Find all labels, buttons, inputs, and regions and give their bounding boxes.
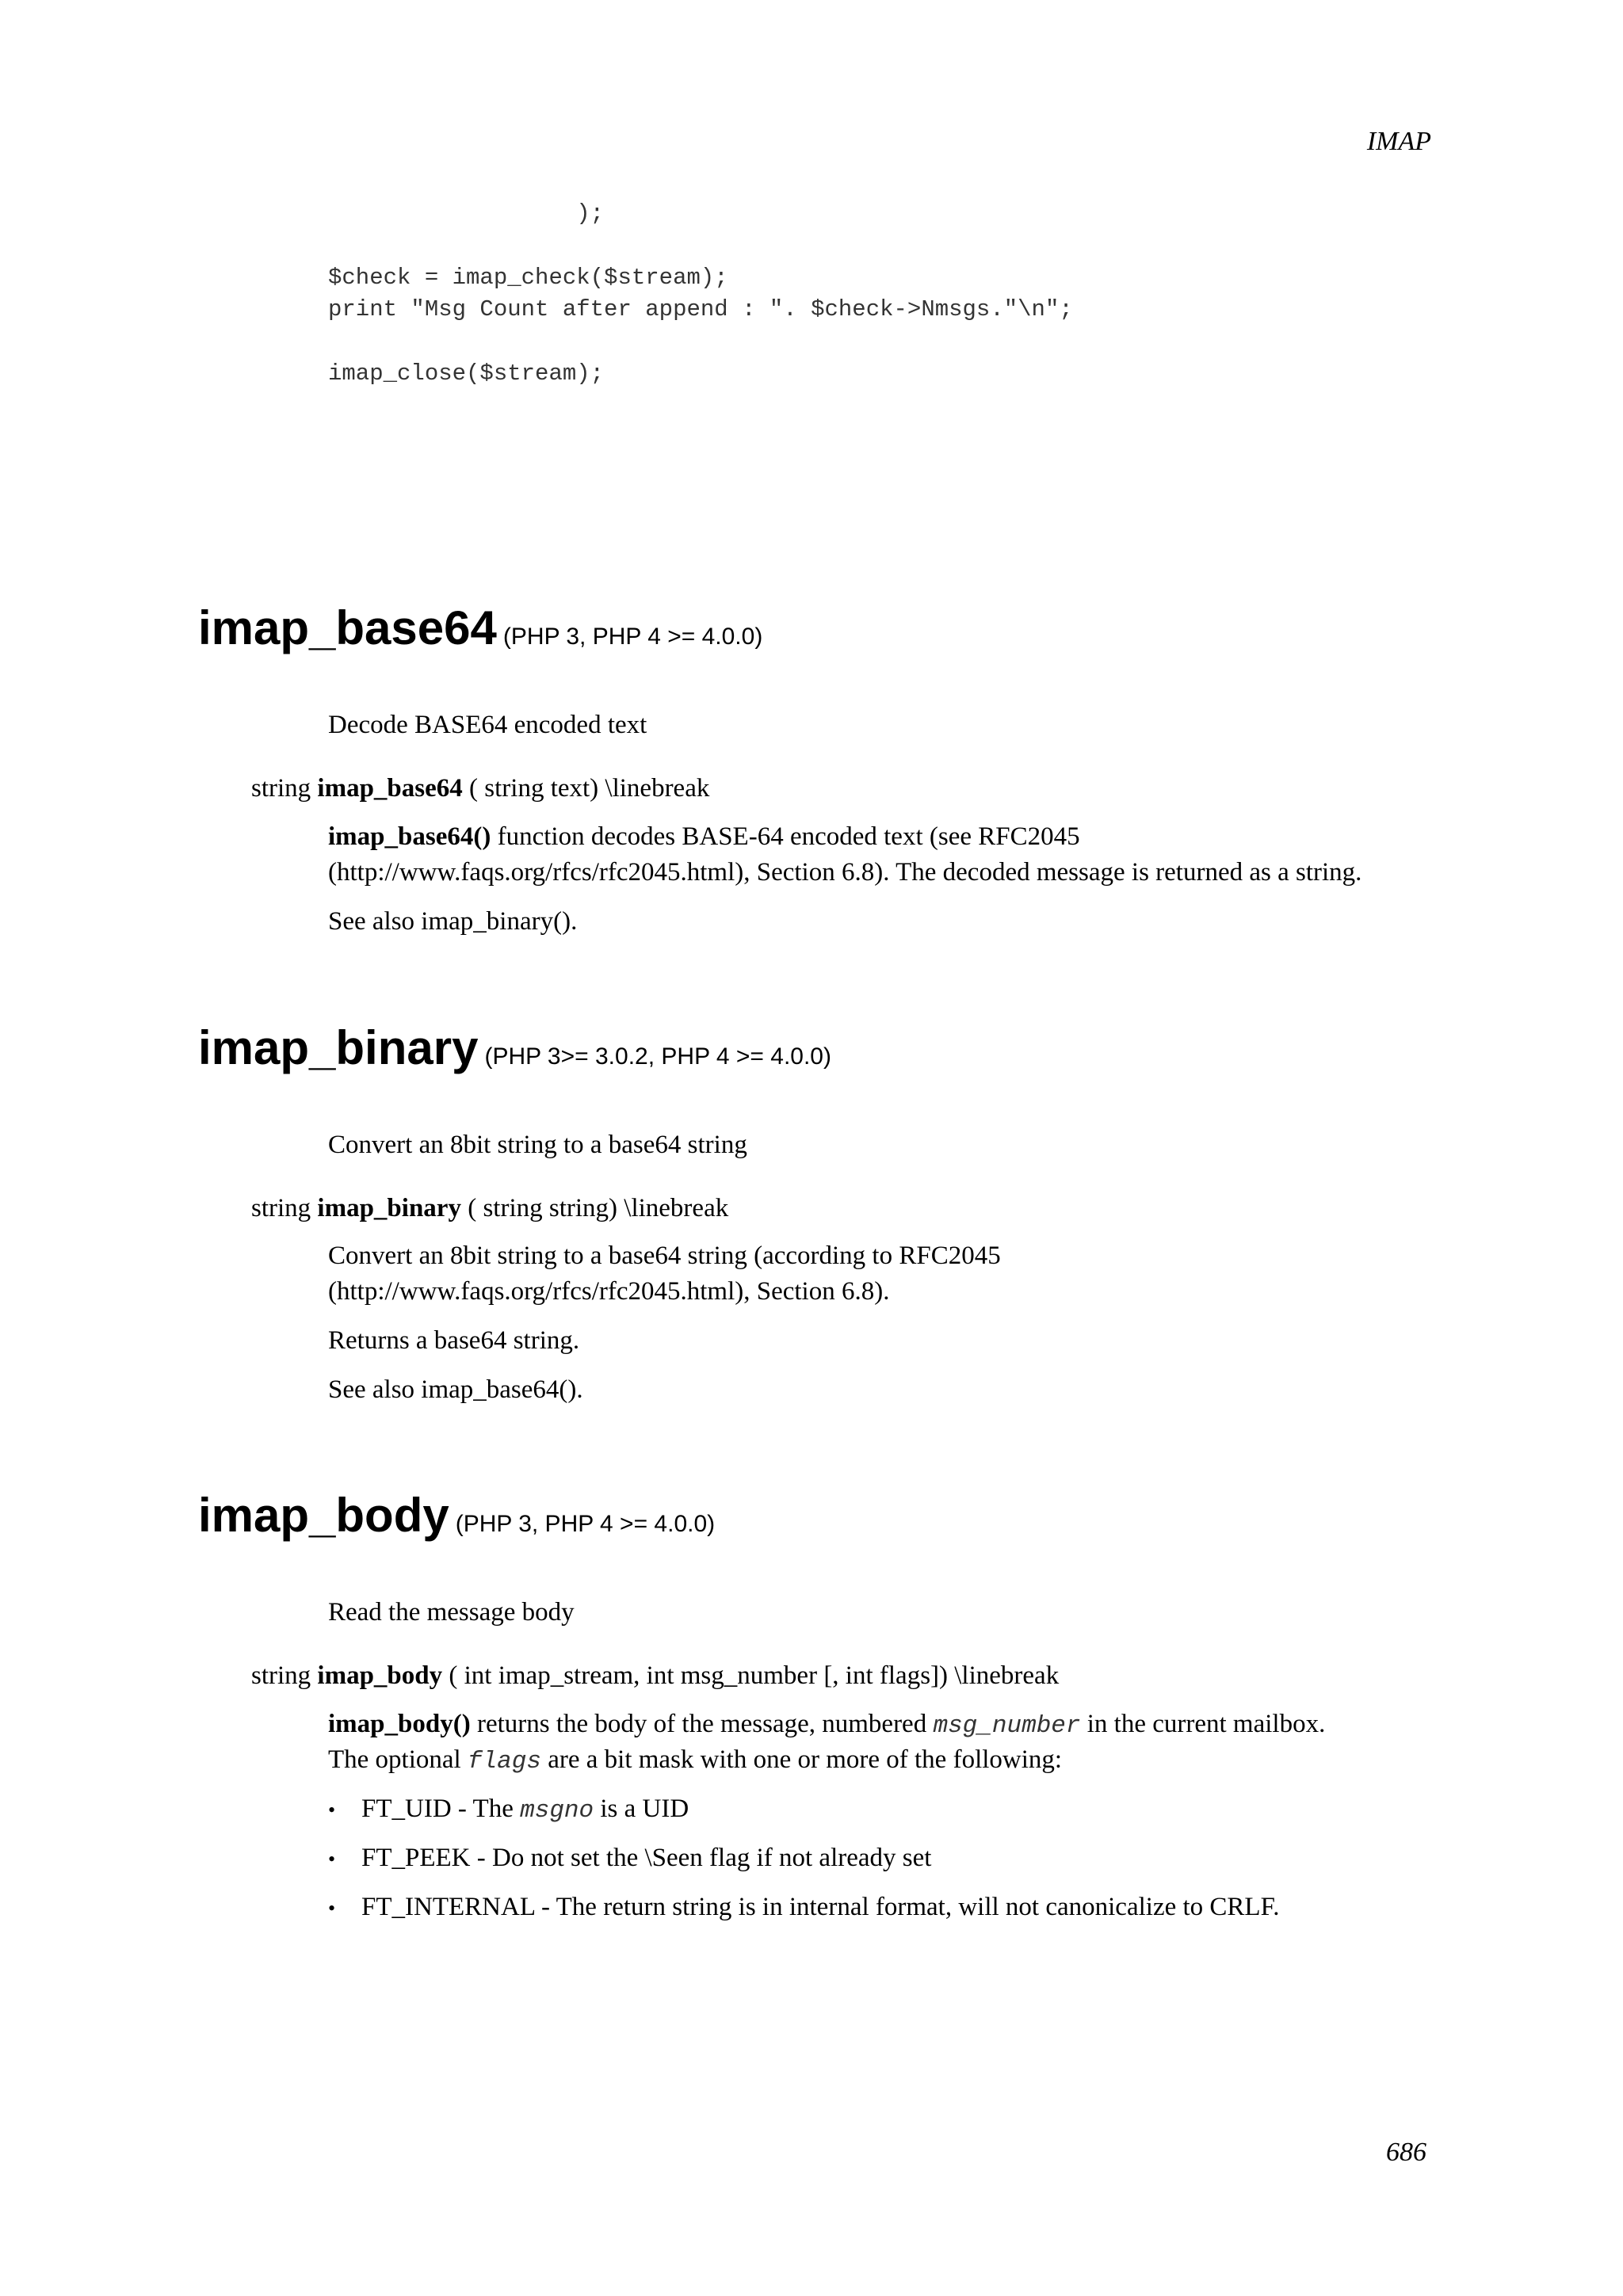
- see-also: See also imap_base64().: [328, 1375, 583, 1404]
- synopsis-args: ( string text) \linebreak: [462, 774, 710, 803]
- synopsis-args: ( string string) \linebreak: [460, 1194, 729, 1222]
- parameter-var: msgno: [520, 1797, 594, 1825]
- bullet-icon: •: [328, 1897, 336, 1920]
- list-item-text: FT_INTERNAL - The return string is in internal format, will not canonicalize to CRLF.: [361, 1893, 1280, 1921]
- synopsis-function: imap_body: [317, 1661, 443, 1690]
- return-type: string: [251, 1661, 311, 1690]
- description-line: (http://www.faqs.org/rfcs/rfc2045.html), Section 6.8).: [328, 1277, 890, 1306]
- list-item-text: FT_PEEK - Do not set the \Seen flag if not already set: [361, 1844, 932, 1872]
- list-item: [328, 1890, 1280, 1926]
- parameter-var: msg_number: [933, 1712, 1081, 1740]
- list-item-text: is a UID: [594, 1794, 689, 1823]
- code-line: $check = imap_check($stream);: [328, 265, 728, 291]
- description-text: in the current mailbox.: [1080, 1710, 1326, 1738]
- section-heading: [198, 1488, 715, 1543]
- function-synopsis: [251, 1191, 728, 1226]
- description-line: [328, 819, 1080, 855]
- bullet-icon: •: [328, 1848, 336, 1871]
- function-name: imap_base64: [198, 601, 497, 654]
- returns-text: Returns a base64 string.: [328, 1326, 580, 1355]
- function-purpose: Convert an 8bit string to a base64 string: [328, 1131, 747, 1159]
- description-text: returns the body of the message, numbered: [470, 1710, 934, 1738]
- version-info: (PHP 3>= 3.0.2, PHP 4 >= 4.0.0): [484, 1043, 831, 1070]
- code-line: print "Msg Count after append : ". $check->Nmsgs."\n";: [328, 296, 1073, 322]
- description-text: are a bit mask with one or more of the following:: [540, 1745, 1063, 1774]
- description-text: function decodes BASE-64 encoded text (see RFC2045: [491, 822, 1080, 851]
- bullet-icon: •: [328, 1798, 336, 1821]
- function-purpose: Read the message body: [328, 1598, 575, 1627]
- function-purpose: Decode BASE64 encoded text: [328, 711, 647, 739]
- function-ref: imap_body(): [328, 1710, 471, 1738]
- parameter-var: flags: [467, 1748, 541, 1775]
- version-info: (PHP 3, PHP 4 >= 4.0.0): [502, 624, 763, 650]
- function-name: imap_body: [198, 1489, 449, 1542]
- return-type: string: [251, 774, 311, 803]
- description-text: The optional: [328, 1745, 468, 1774]
- running-head: IMAP: [1366, 127, 1431, 156]
- section-heading: [198, 601, 762, 655]
- function-ref: imap_base64(): [328, 822, 491, 851]
- code-line: imap_close($stream);: [328, 360, 605, 387]
- code-line: );: [328, 200, 605, 227]
- page-number: 686: [1386, 2138, 1426, 2167]
- return-type: string: [251, 1194, 311, 1222]
- description-line: [328, 1707, 1325, 1744]
- function-synopsis: [251, 1658, 1059, 1694]
- synopsis-function: imap_base64: [317, 774, 463, 803]
- section-heading: [198, 1020, 831, 1075]
- description-line: (http://www.faqs.org/rfcs/rfc2045.html), Section 6.8). The decoded message is returned as a string.: [328, 858, 1362, 887]
- see-also: See also imap_binary().: [328, 907, 578, 936]
- synopsis-args: ( int imap_stream, int msg_number [, int flags]) \linebreak: [442, 1661, 1060, 1690]
- synopsis-function: imap_binary: [317, 1194, 461, 1222]
- description-line: Convert an 8bit string to a base64 string (according to RFC2045: [328, 1241, 1001, 1270]
- function-name: imap_binary: [198, 1021, 479, 1074]
- list-item: [328, 1840, 931, 1877]
- description-line: [328, 1742, 1062, 1779]
- list-item: [328, 1791, 689, 1829]
- function-synopsis: [251, 771, 709, 807]
- list-item-text: FT_UID - The: [361, 1794, 521, 1823]
- version-info: (PHP 3, PHP 4 >= 4.0.0): [455, 1511, 716, 1537]
